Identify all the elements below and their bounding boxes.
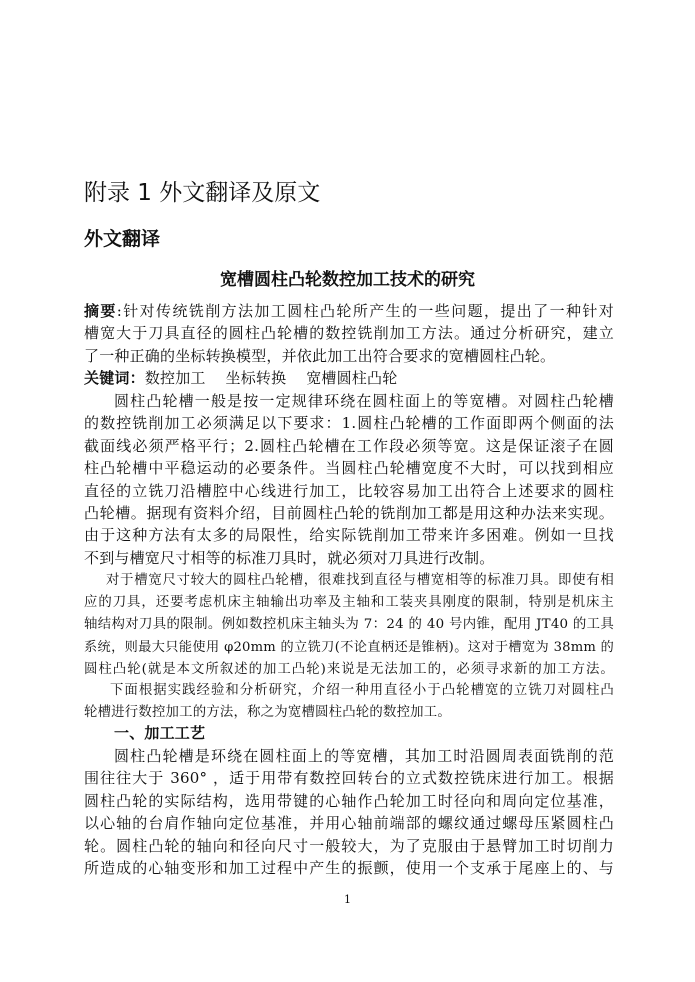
section-1 [84,722,614,744]
page-number: 1 [344,893,351,906]
text-line: 柱凸轮槽中平稳运动的必要条件。当圆柱凸轮槽宽度不大时，可以找到相应 [84,459,614,478]
text-line: 下面根据实践经验和分析研究，介绍一种用直径小于凸轮槽宽的立铣刀对圆柱凸 [110,683,614,698]
keyword: 宽槽圆柱凸轮 [306,369,398,388]
appendix-heading: 附录 1 外文翻译及原文 [84,180,321,206]
text-line: 截面线必须严格平行；2.圆柱凸轮槽在工作段必须等宽。这是保证滚子在圆 [84,436,614,455]
paragraph-1 [84,390,614,569]
text-line: 轮。圆柱凸轮的轴向和径向尺寸一般较大，为了克服由于悬臂加工时切削力 [84,836,614,855]
text-line: 对于槽宽尺寸较大的圆柱凸轮槽，很难找到直径与槽宽相等的标准刀具。即使有相 [106,573,614,588]
text-line: 以心轴的台肩作轴向定位基准，并用心轴前端部的螺纹通过螺母压紧圆柱凸 [84,814,614,833]
text-line: 由于这种方法有太多的局限性，给实际铣削加工带来许多困难。例如一旦找 [84,526,614,545]
abstract-line: :针对传统铣削方法加工圆柱凸轮所产生的一些问题，提出了一种针对 [116,302,614,320]
text-line: 系统，则最大只能使用 φ20mm 的立铣刀(不论直柄还是锥柄)。这对于槽宽为 38mm 的 [84,639,614,655]
text-line: 圆柱凸轮的实际结构，选用带键的心轴作凸轮加工时径向和周向定位基准， [84,791,614,810]
abstract-line: 槽宽大于刀具直径的圆柱凸轮槽的数控铣削加工方法。通过分析研究，建立 [84,324,614,343]
keyword: 坐标转换 [225,369,287,388]
keywords-label: 关键词： [84,369,145,388]
section-heading: 外文翻译 [84,228,161,250]
text-line: 圆柱凸轮槽一般是按一定规律环绕在圆柱面上的等宽槽。对圆柱凸轮槽 [114,392,614,410]
section-1-title: 一、加工工艺 [114,724,206,742]
text-line: 凸轮槽。据现有资料介绍，目前圆柱凸轮的铣削加工都是用这种办法来实现。 [84,503,614,522]
text-line: 轮槽进行数控加工的方法，称之为宽槽圆柱凸轮的数控加工。 [84,705,451,721]
paragraph-3 [84,680,614,724]
abstract-line: 了一种正确的坐标转换模型，并依此加工出符合要求的宽槽圆柱凸轮。 [84,346,556,365]
text-line: 圆柱凸轮槽是环绕在圆柱面上的等宽槽，其加工时沿圆周表面铣削的范 [114,747,614,765]
text-line: 圆柱凸轮(就是本文所叙述的加工凸轮)来说是无法加工的，必须寻求新的加工方法。 [84,661,614,677]
keywords [84,367,614,389]
text-line: 围往往大于 360° ，适于用带有数控回转台的立式数控铣床进行加工。根据 [84,769,614,788]
paragraph-2 [84,570,614,681]
keyword: 数控加工 [144,369,206,388]
paragraph-4 [84,745,614,879]
text-line: 直径的立铣刀沿槽腔中心线进行加工，比较容易加工出符合上述要求的圆柱 [84,481,614,500]
abstract-label: 摘要 [84,302,117,320]
paper-title: 宽槽圆柱凸轮数控加工技术的研究 [220,270,475,290]
text-line: 轴结构对刀具的限制。例如数控机床主轴头为 7：24 的 40 号内锥，配用 JT40 的工具 [84,617,614,633]
text-line: 的数控铣削加工必须满足以下要求：1.圆柱凸轮槽的工作面即两个侧面的法 [84,414,614,433]
text-line: 应的刀具，还要考虑机床主轴输出功率及主轴和工装夹具刚度的限制，特别是机床主 [84,595,614,611]
abstract [84,300,614,390]
text-line: 不到与槽宽尺寸相等的标准刀具时，就必须对刀具进行改制。 [84,548,495,567]
text-line: 所造成的心轴变形和加工过程中产生的振颤，使用一个支承于尾座上的、与 [84,858,614,877]
